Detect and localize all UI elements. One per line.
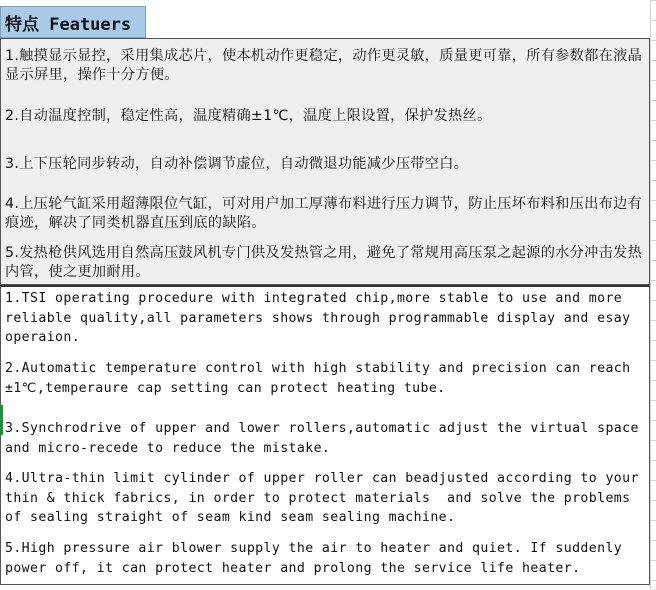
english-point-3: 3.Synchrodrive of upper and lower rollers,automatic adjust the virtual space and micro-recede to reduce the mistake. <box>5 421 648 456</box>
features-title-cell[interactable] <box>0 6 146 38</box>
chinese-point-2: 2.自动温度控制，稳定性高，温度精确±1℃，温度上限设置，保护发热丝。 <box>5 108 492 124</box>
features-title: 特点 Featuers <box>5 14 132 35</box>
chinese-point-5: 5.发热枪供风选用自然高压鼓风机专门供及发热管之用，避免了常规用高压泵之起源的水分冲击发热内管，使之更加耐用。 <box>5 245 643 280</box>
chinese-features-cell[interactable] <box>0 38 650 285</box>
english-point-1: 1.TSI operating procedure with integrated chip,more stable to use and more reliable quality,all parameters shows through programmable display and esay operaion. <box>5 291 639 345</box>
english-features-cell[interactable] <box>0 285 650 585</box>
english-point-2: 2.Automatic temperature control with high stability and precision can reach ±1℃,temperaure cap setting can protect heating tube. <box>5 361 639 396</box>
spreadsheet-grid-edge <box>650 0 656 590</box>
chinese-point-4: 4.上压轮气缸采用超薄限位气缸，可对用户加工厚薄布料进行压力调节，防止压坏布料和压出布边有痕迹，解决了同类机器直压到底的缺陷。 <box>5 196 643 231</box>
english-point-5: 5.High pressure air blower supply the air to heater and quiet. If suddenly power off, it can protect heater and prolong the service life heater. <box>5 541 631 576</box>
english-point-4: 4.Ultra-thin limit cylinder of upper roller can beadjusted according to your thin & thick fabrics, in order to protect materials and solve the problems of sealing straight of seam kind seam sealing machine. <box>5 471 648 525</box>
chinese-point-1: 1.触摸显示显控，采用集成芯片，使本机动作更稳定，动作更灵敏，质量更可靠，所有参数都在液晶显示屏里，操作十分方便。 <box>5 48 643 83</box>
chinese-point-3: 3.上下压轮同步转动，自动补偿调节虚位，自动微退功能减少压带空白。 <box>5 156 469 172</box>
selected-row-marker <box>0 405 3 435</box>
